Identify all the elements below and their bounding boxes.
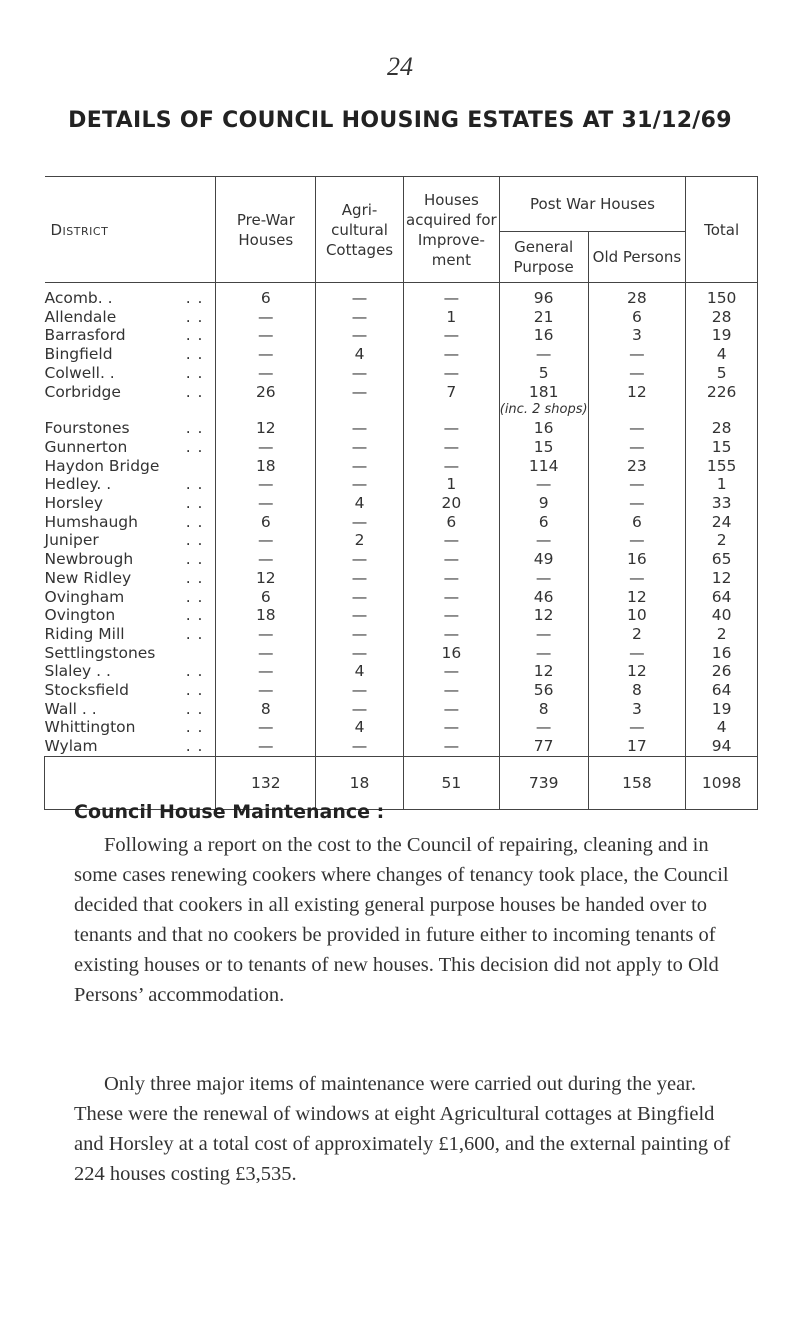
cell-general: — [499,718,588,737]
cell-general: 8 [499,700,588,719]
table-row [45,718,758,737]
district-name [45,308,216,327]
cell-pre-war: — [216,326,316,345]
corbridge-note: (inc. 2 shops) [499,402,588,418]
cell-old-persons: 28 [588,283,686,308]
district-label: Allendale [44,307,117,326]
leader-dots: . . [185,512,204,531]
district-label: Fourstones [44,419,130,438]
district-name [45,644,216,663]
cell-acquired: 20 [403,494,499,513]
leader-dots: . . [185,737,204,756]
cell-agricultural: — [316,644,404,663]
leader-dots: . . [185,307,204,326]
district-name [45,345,216,364]
note-cell [216,401,316,419]
cell-general: 16 [499,419,588,438]
cell-general: 9 [499,494,588,513]
cell-total: 5 [686,364,758,383]
header-total: Total [686,177,758,283]
cell-general: — [499,625,588,644]
cell-acquired: 1 [403,308,499,327]
cell-total: 28 [686,419,758,438]
cell-total: 40 [686,606,758,625]
table-row [45,681,758,700]
district-name [45,364,216,383]
cell-acquired: — [403,625,499,644]
total-acquired: 51 [403,756,499,809]
table-row [45,457,758,476]
cell-general: 21 [499,308,588,327]
district-name [45,681,216,700]
cell-agricultural: 4 [316,662,404,681]
cell-acquired: — [403,737,499,756]
cell-acquired: — [403,550,499,569]
cell-acquired: — [403,569,499,588]
maintenance-paragraph-1: Following a report on the cost to the Council of repairing, cleaning and in some cases renewing cookers where changes of tenancy took place, the Council decided that cookers in all existing general purpose houses be handed over to tenants and that no cookers be provided in future either to incoming tenants of existing houses or to tenants of new houses. This decision did not apply to Old Persons’ accommodation. [74,834,729,1006]
table-row [45,308,758,327]
cell-old-persons: 12 [588,383,686,402]
cell-agricultural: — [316,681,404,700]
table-row [45,283,758,308]
cell-pre-war: — [216,364,316,383]
cell-total: 150 [686,283,758,308]
cell-pre-war: 12 [216,569,316,588]
leader-dots: . . [185,326,204,345]
table-body [45,283,758,757]
cell-pre-war: 18 [216,606,316,625]
district-name [45,700,216,719]
leader-dots: . . [185,624,204,643]
cell-acquired: — [403,531,499,550]
district-name [45,550,216,569]
leader-dots: . . [185,475,204,494]
cell-total: 26 [686,662,758,681]
table-row [45,569,758,588]
leader-dots: . . [185,606,204,625]
page-number: 24 [387,52,413,81]
cell-general: 5 [499,364,588,383]
cell-general: 46 [499,588,588,607]
district-label: New Ridley [44,568,132,587]
district-name [45,419,216,438]
cell-total: 1 [686,475,758,494]
housing-estates-table [44,176,758,810]
cell-old-persons: — [588,345,686,364]
cell-pre-war: — [216,308,316,327]
cell-general: 49 [499,550,588,569]
cell-old-persons: 17 [588,737,686,756]
cell-old-persons: 3 [588,700,686,719]
district-label: Wall . . [44,699,97,718]
district-label: Corbridge [44,382,121,401]
cell-old-persons: 6 [588,513,686,532]
cell-total: 94 [686,737,758,756]
cell-total: 64 [686,588,758,607]
cell-old-persons: 6 [588,308,686,327]
district-name [45,625,216,644]
leader-dots: . . [185,494,204,513]
district-name [45,475,216,494]
cell-general: — [499,569,588,588]
cell-general: — [499,644,588,663]
header-pre-war: Pre-War Houses [216,177,316,283]
leader-dots: . . [185,382,204,401]
cell-old-persons: — [588,419,686,438]
cell-pre-war: 6 [216,513,316,532]
cell-agricultural: — [316,438,404,457]
table-row [45,326,758,345]
note-cell [403,401,499,419]
cell-pre-war: — [216,475,316,494]
district-label: Horsley [44,494,104,513]
table-row [45,383,758,402]
cell-agricultural: — [316,606,404,625]
total-agricultural: 18 [316,756,404,809]
district-label: Gunnerton [44,437,128,456]
cell-acquired: 1 [403,475,499,494]
table-row-note [45,401,758,419]
cell-agricultural: — [316,364,404,383]
note-cell [45,401,216,419]
cell-pre-war: — [216,718,316,737]
district-label: Haydon Bridge [44,456,160,475]
table-row [45,345,758,364]
cell-old-persons: — [588,475,686,494]
cell-old-persons: 16 [588,550,686,569]
cell-general: — [499,531,588,550]
cell-pre-war: 8 [216,700,316,719]
note-cell [316,401,404,419]
district-name [45,662,216,681]
district-label: Wylam [44,737,98,756]
cell-agricultural: 4 [316,345,404,364]
cell-pre-war: 12 [216,419,316,438]
cell-agricultural: — [316,383,404,402]
cell-acquired: — [403,283,499,308]
leader-dots: . . [185,718,204,737]
cell-agricultural: 2 [316,531,404,550]
cell-agricultural: — [316,419,404,438]
district-label: Riding Mill [44,624,125,643]
cell-acquired: — [403,588,499,607]
cell-general: — [499,345,588,364]
cell-old-persons: 12 [588,662,686,681]
table-row [45,606,758,625]
cell-old-persons: 8 [588,681,686,700]
cell-total: 19 [686,700,758,719]
cell-agricultural: 4 [316,494,404,513]
table-row [45,588,758,607]
cell-total: 15 [686,438,758,457]
cell-pre-war: 18 [216,457,316,476]
cell-acquired: — [403,419,499,438]
cell-total: 24 [686,513,758,532]
district-name [45,457,216,476]
district-name [45,606,216,625]
header-general-purpose: General Purpose [499,232,588,283]
district-name [45,531,216,550]
cell-agricultural: — [316,308,404,327]
cell-acquired: — [403,326,499,345]
cell-acquired: — [403,345,499,364]
cell-total: 19 [686,326,758,345]
cell-acquired: 7 [403,383,499,402]
district-label: Barrasford [44,326,126,345]
cell-agricultural: — [316,625,404,644]
cell-general: 96 [499,283,588,308]
leader-dots: . . [185,289,204,307]
cell-total: 4 [686,345,758,364]
cell-pre-war: 6 [216,283,316,308]
cell-total: 226 [686,383,758,402]
leader-dots: . . [185,681,204,700]
cell-general: 16 [499,326,588,345]
table-row [45,364,758,383]
cell-total: 155 [686,457,758,476]
leader-dots: . . [185,699,204,718]
cell-agricultural: — [316,475,404,494]
cell-acquired: 6 [403,513,499,532]
note-cell [686,401,758,419]
cell-total: 28 [686,308,758,327]
total-old-persons: 158 [588,756,686,809]
table-row [45,662,758,681]
cell-acquired: — [403,438,499,457]
cell-agricultural: 4 [316,718,404,737]
table-row [45,419,758,438]
cell-total: 16 [686,644,758,663]
cell-old-persons: — [588,438,686,457]
district-label: Humshaugh [44,512,138,531]
cell-general: 12 [499,606,588,625]
cell-acquired: — [403,681,499,700]
cell-pre-war: 26 [216,383,316,402]
district-label: Ovington [44,606,116,625]
leader-dots: . . [185,345,204,364]
cell-general: 77 [499,737,588,756]
district-name [45,513,216,532]
district-label: Bingfield [44,345,113,364]
table-row [45,737,758,756]
district-name [45,569,216,588]
leader-dots: . . [185,587,204,606]
maintenance-heading: Council House Maintenance : [74,801,385,823]
district-name [45,283,216,308]
district-label: Juniper [44,531,99,550]
district-label: Settlingstones [44,643,156,662]
cell-pre-war: — [216,438,316,457]
cell-agricultural: — [316,283,404,308]
table-row [45,700,758,719]
cell-old-persons: 2 [588,625,686,644]
leader-dots: . . [185,531,204,550]
cell-agricultural: — [316,326,404,345]
cell-acquired: — [403,662,499,681]
cell-total: 64 [686,681,758,700]
table-row [45,550,758,569]
cell-old-persons: — [588,644,686,663]
district-label: Colwell. . [44,363,115,382]
cell-old-persons: 23 [588,457,686,476]
cell-pre-war: — [216,531,316,550]
header-post-war: Post War Houses [499,177,686,232]
total-pre-war: 132 [216,756,316,809]
table-row [45,438,758,457]
header-agricultural-cottages: Agri- cultural Cottages [316,177,404,283]
table-row [45,513,758,532]
table-row [45,531,758,550]
cell-old-persons: — [588,364,686,383]
cell-pre-war: — [216,494,316,513]
cell-general: 114 [499,457,588,476]
district-name [45,438,216,457]
grand-total: 1098 [686,756,758,809]
cell-old-persons: — [588,494,686,513]
table-row [45,644,758,663]
cell-old-persons: 10 [588,606,686,625]
cell-old-persons: 3 [588,326,686,345]
district-name [45,383,216,402]
district-name [45,588,216,607]
leader-dots: . . [185,363,204,382]
cell-agricultural: — [316,588,404,607]
district-name [45,326,216,345]
cell-general: 6 [499,513,588,532]
leader-dots: . . [185,568,204,587]
district-label: Stocksfield [44,681,129,700]
cell-acquired: — [403,457,499,476]
district-label: Newbrough [44,550,134,569]
cell-total: 12 [686,569,758,588]
cell-acquired: 16 [403,644,499,663]
leader-dots: . . [185,662,204,681]
cell-pre-war: 6 [216,588,316,607]
cell-total: 33 [686,494,758,513]
cell-general: — [499,475,588,494]
cell-old-persons: — [588,531,686,550]
cell-old-persons: 12 [588,588,686,607]
total-general: 739 [499,756,588,809]
district-label: Slaley . . [44,662,111,681]
cell-general: 56 [499,681,588,700]
cell-acquired: — [403,718,499,737]
cell-pre-war: — [216,644,316,663]
cell-pre-war: — [216,681,316,700]
district-label: Hedley. . [44,475,112,494]
cell-pre-war: — [216,550,316,569]
page-title: DETAILS OF COUNCIL HOUSING ESTATES AT 31/12/69 [68,108,732,133]
district-label: Whittington [44,718,136,737]
table-row [45,475,758,494]
note-cell [588,401,686,419]
cell-general: 181 [499,383,588,402]
cell-acquired: — [403,700,499,719]
cell-total: 65 [686,550,758,569]
cell-old-persons: — [588,569,686,588]
cell-agricultural: — [316,513,404,532]
cell-acquired: — [403,606,499,625]
leader-dots: . . [185,550,204,569]
cell-acquired: — [403,364,499,383]
cell-general: 12 [499,662,588,681]
district-name [45,494,216,513]
leader-dots: . . [185,419,204,438]
district-label: Acomb. . [44,289,113,307]
leader-dots: . . [185,437,204,456]
cell-pre-war: — [216,625,316,644]
table-row [45,494,758,513]
header-old-persons: Old Persons [588,232,686,283]
header-houses-acquired: Houses acquired for Improve- ment [403,177,499,283]
cell-agricultural: — [316,569,404,588]
cell-pre-war: — [216,737,316,756]
district-name [45,718,216,737]
cell-agricultural: — [316,700,404,719]
district-label: Ovingham [44,587,125,606]
cell-old-persons: — [588,718,686,737]
cell-agricultural: — [316,737,404,756]
cell-total: 2 [686,625,758,644]
cell-pre-war: — [216,662,316,681]
cell-total: 4 [686,718,758,737]
cell-agricultural: — [316,457,404,476]
cell-general: 15 [499,438,588,457]
district-name [45,737,216,756]
cell-total: 2 [686,531,758,550]
cell-agricultural: — [316,550,404,569]
table-row [45,625,758,644]
maintenance-paragraph-2: Only three major items of maintenance were carried out during the year. These were the renewal of windows at eight Agricultural cottages at Bingfield and Horsley at a total cost of approximately £1,600, and the external painting of 224 houses costing £3,535. [74,1073,731,1185]
cell-pre-war: — [216,345,316,364]
header-district: District [45,177,216,283]
